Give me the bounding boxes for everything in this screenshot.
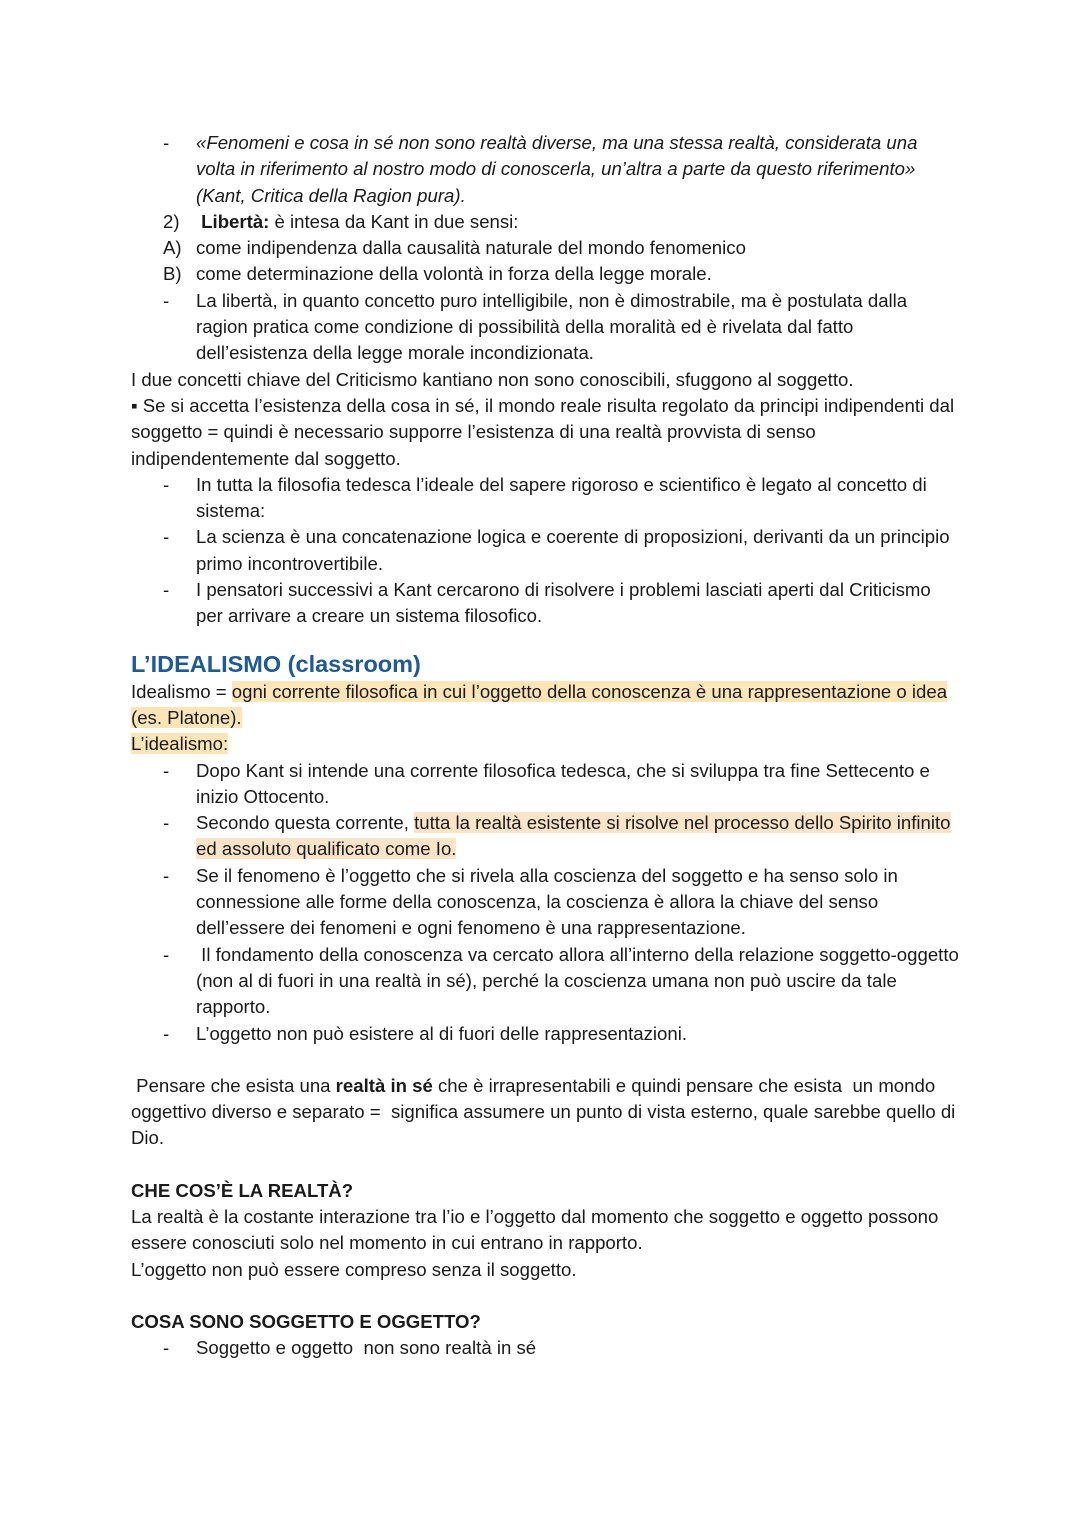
definition-prefix: Idealismo = [131, 680, 232, 702]
dash-marker: - [163, 289, 170, 311]
section-heading-soggetto: COSA SONO SOGGETTO E OGGETTO? [131, 1310, 481, 1332]
paragraph-rest: che è irrapresentabili e quindi pensare che esista un mondo oggettivo diverso e separato = significa assumere un punto di vista esterno, quale sarebbe quello di Dio. [131, 1074, 961, 1149]
bullet-prefix: Secondo questa corrente, [196, 812, 415, 834]
list-item-text [196, 810, 961, 863]
spacer [131, 1152, 961, 1178]
dash-marker: - [163, 473, 170, 495]
cosa-in-se-paragraph: ▪ Se si accetta l’esistenza della cosa in sé, il mondo reale risulta regolato da principi indipendenti dal soggetto = quindi è necessario supporre l’esistenza di una realtà provvista di senso indipendentemente dal soggetto. [131, 394, 955, 469]
liberta-rest: è intesa da Kant in due sensi: [269, 210, 519, 232]
list-item [131, 810, 961, 863]
liberta-text [196, 209, 961, 235]
section-heading-realta: CHE COS’È LA REALTÀ? [131, 1179, 354, 1201]
sense-a-item [131, 235, 961, 261]
list-item-text: L’oggetto non può esistere al di fuori delle rappresentazioni. [196, 1022, 687, 1044]
number-marker: 2) [163, 210, 180, 232]
dash-marker: - [163, 812, 170, 834]
list-item-text: La scienza è una concatenazione logica e coerente di proposizioni, derivanti da un principio primo incontrovertibile. [196, 526, 950, 574]
dash-marker: - [163, 864, 170, 886]
concetti-chiave-paragraph: I due concetti chiave del Criticismo kantiano non sono conoscibili, sfuggono al soggetto. [131, 368, 854, 390]
sense-a-text: come indipendenza dalla causalità naturale del mondo fenomenico [196, 237, 746, 259]
paragraph-prefix: Pensare che esista una [131, 1074, 336, 1096]
idealismo-definition [131, 679, 961, 732]
dash-marker: - [163, 579, 170, 601]
liberta-item [131, 209, 961, 235]
list-item [131, 1335, 961, 1361]
letter-marker-b: B) [163, 263, 182, 285]
realta-in-se-paragraph [131, 1073, 961, 1152]
letter-marker-a: A) [163, 237, 182, 259]
dash-marker: - [163, 759, 170, 781]
dash-marker: - [163, 132, 170, 153]
list-item [131, 758, 961, 811]
list-item-text: Soggetto e oggetto non sono realtà in sé [196, 1337, 537, 1359]
idealismo-label-row [131, 731, 961, 757]
paragraph-bold: realtà in sé [335, 1074, 433, 1096]
list-item-text: In tutta la filosofia tedesca l’ideale del sapere rigoroso e scientifico è legato al concetto di sistema: [196, 473, 927, 522]
sense-b-text: come determinazione della volontà in forza della legge morale. [196, 263, 712, 285]
list-item [131, 524, 961, 577]
list-item [131, 577, 961, 630]
liberta-bullet [131, 288, 961, 367]
section-heading-idealismo: L’IDEALISMO (classroom) [131, 650, 421, 677]
spacer [131, 1283, 961, 1309]
list-item-text: I pensatori successivi a Kant cercarono di risolvere i problemi lasciati aperti dal Criticismo per arrivare a creare un sistema filosofico. [196, 579, 931, 627]
realta-paragraph: La realtà è la costante interazione tra l’io e l’oggetto dal momento che soggetto e oggetto possono essere conosciuti solo nel momento in cui entrano in rapporto. [131, 1205, 939, 1254]
dash-marker: - [163, 1022, 170, 1044]
list-item [131, 942, 965, 1021]
idealismo-label: L’idealismo: [131, 733, 229, 755]
list-item [131, 1021, 961, 1047]
sense-b-item [131, 261, 961, 287]
list-item-text: Se il fenomeno è l’oggetto che si rivela alla coscienza del soggetto e ha senso solo in connessione alle forme della conoscenza, la coscienza è allora la chiave del senso dell’essere dei fenomeni e ogni fenomeno è una rappresentazione. [196, 864, 898, 939]
list-item [131, 472, 961, 525]
dash-marker: - [163, 1337, 170, 1359]
list-item [131, 863, 961, 942]
liberta-title: Libertà: [201, 210, 270, 232]
realta-paragraph-2: L’oggetto non può essere compreso senza il soggetto. [131, 1258, 577, 1280]
kant-quote-text: «Fenomeni e cosa in sé non sono realtà diverse, ma una stessa realtà, considerata una volta in riferimento al nostro modo di conoscerla, un’altra a parte da questo riferimento» (Kant, Critica della Ragion pura). [196, 132, 918, 206]
dash-marker: - [163, 943, 170, 965]
definition-highlight: ogni corrente filosofica in cui l’oggetto della conoscenza è una rappresentazione o idea (es. Platone). [131, 680, 948, 728]
spacer [131, 1047, 961, 1073]
list-item-text: Il fondamento della conoscenza va cercato allora all’interno della relazione soggetto-oggetto (non al di fuori in una realtà in sé), perché la coscienza umana non può uscire da tale rapporto. [196, 943, 965, 1018]
kant-quote-item [131, 130, 961, 209]
document-content [131, 130, 965, 1361]
dash-marker: - [163, 526, 170, 548]
bullet-highlight: tutta la realtà esistente si risolve nel processo dello Spirito infinito ed assoluto qualificato come Io. [196, 812, 951, 860]
liberta-bullet-text: La libertà, in quanto concetto puro intelligibile, non è dimostrabile, ma è postulata dalla ragion pratica come condizione di possibilità della moralità ed è rivelata dal fatto dell’esistenza della legge morale incondizionata. [196, 289, 908, 364]
list-item-text: Dopo Kant si intende una corrente filosofica tedesca, che si sviluppa tra fine Settecento e inizio Ottocento. [196, 759, 930, 807]
